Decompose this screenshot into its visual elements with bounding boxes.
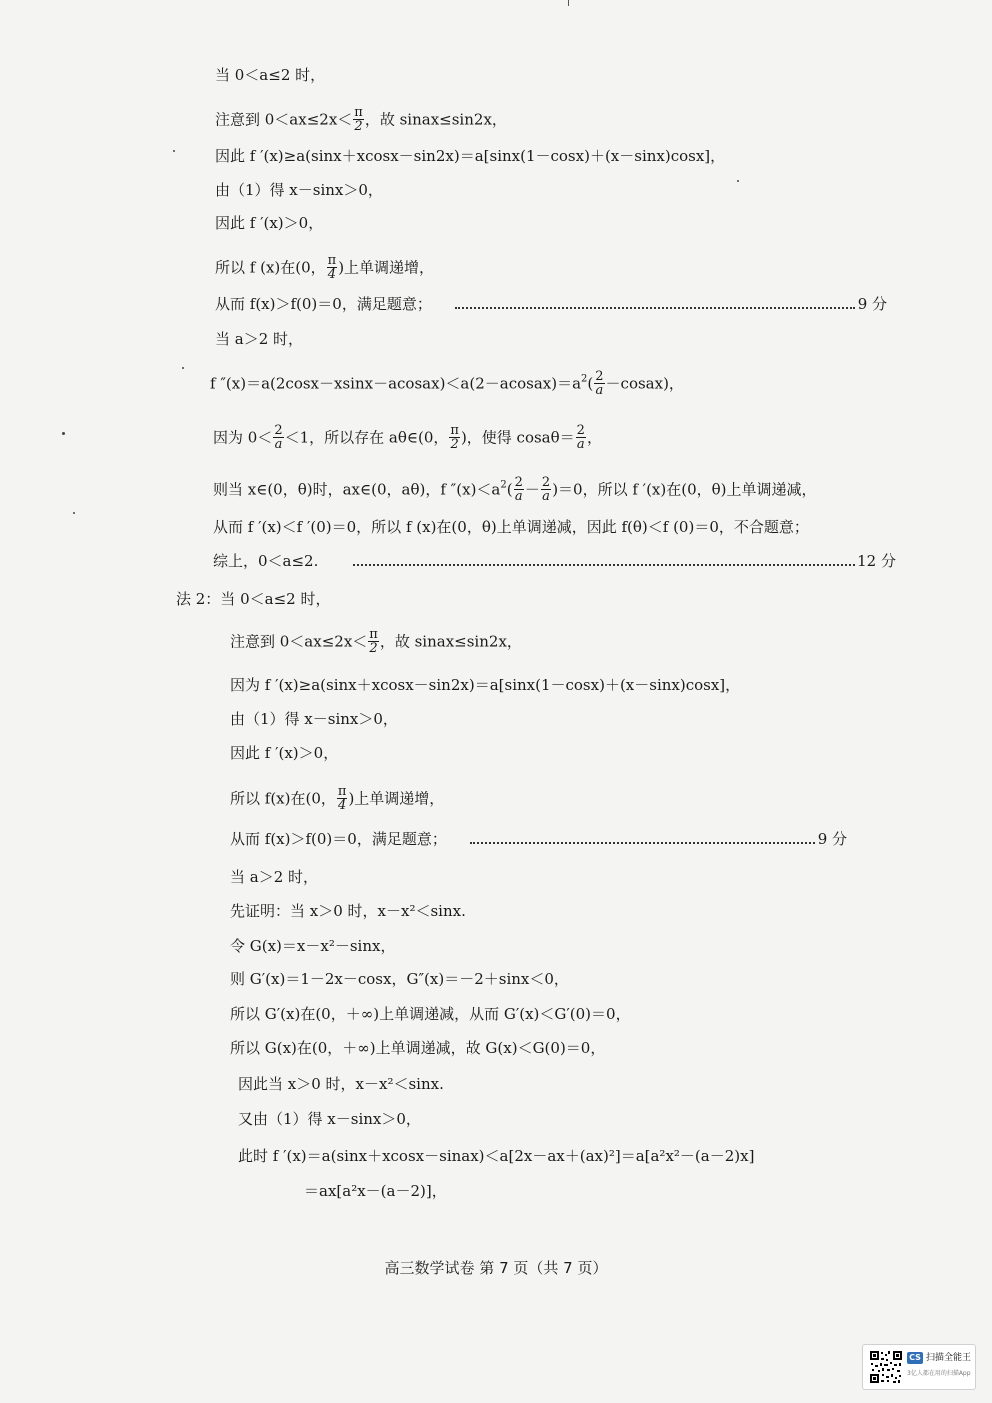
line-text: 综上，0＜a≤2. [213, 552, 319, 570]
solution-line [215, 328, 303, 349]
line-text: 则当 x∈(0，θ)时，ax∈(0，aθ)，f ″(x)＜a [213, 480, 501, 499]
line-text: －cosax)， [605, 374, 684, 393]
fraction-denominator: a [542, 489, 550, 504]
solution-line [213, 476, 817, 503]
method-heading [176, 588, 330, 609]
fraction-denominator: 2 [369, 641, 378, 656]
solution-line [230, 866, 318, 887]
line-text: 因此 f ′(x)≥a(sinx＋xcosx－sin2x)＝a[sinx(1－cosx)＋(x－sinx)cosx]， [215, 147, 726, 165]
line-text: f ″(x)＝a(2cosx－xsinx－acosax)＜a(2－acosax)＝a [210, 374, 582, 393]
line-text: 由（1）得 x－sinx＞0， [215, 181, 383, 199]
page-footer: 高三数学试卷 第 7 页（共 7 页） [384, 1259, 608, 1277]
fraction [449, 424, 460, 451]
solution-line [230, 935, 395, 956]
fraction-numerator: 2 [514, 475, 523, 490]
line-text: 当 a＞2 时， [230, 868, 319, 886]
solution-line [230, 674, 740, 695]
line-text: 先证明：当 x＞0 时，x－x²＜sinx. [230, 902, 466, 920]
fraction-denominator: a [595, 383, 604, 398]
exponent: 2 [581, 373, 588, 385]
fraction-numerator: π [354, 105, 363, 120]
page-mark [568, 0, 569, 6]
solution-line [304, 1180, 447, 1201]
line-text: 所以 f (x)在(0， [215, 258, 326, 277]
solution-line [230, 628, 522, 655]
line-text: ＝ax[a²x－(a－2)]， [304, 1182, 447, 1200]
fraction-denominator: 2 [450, 437, 459, 452]
cs-logo: CS [907, 1352, 923, 1364]
score-label: 9 分 [817, 830, 847, 848]
solution-line [215, 145, 725, 166]
line-text: ，故 sinax≤sin2x， [379, 632, 522, 651]
line-text: 则 G′(x)＝1－2x－cosx，G″(x)＝－2＋sinx＜0， [230, 970, 569, 988]
solution-line [238, 1145, 754, 1166]
line-text: ，故 sinax≤sin2x， [364, 110, 507, 129]
fraction-numerator: π [450, 423, 459, 438]
fraction-denominator: 4 [338, 798, 347, 813]
line-text: 因为 0＜ [213, 428, 273, 447]
solution-line [230, 742, 338, 763]
line-text: 从而 f(x)＞f(0)＝0，满足题意； [215, 295, 432, 313]
solution-line [213, 424, 602, 451]
line-text: )上单调递增， [348, 789, 445, 808]
solution-line [230, 785, 444, 812]
fraction-denominator: a [514, 489, 523, 504]
fraction [541, 476, 551, 503]
fraction-numerator: 2 [576, 423, 585, 438]
solution-line [215, 106, 507, 133]
score-line [213, 551, 896, 571]
solution-line [238, 1108, 421, 1129]
line-text: 所以 G(x)在(0，＋∞)上单调递减，故 G(x)＜G(0)＝0， [230, 1039, 606, 1057]
line-text: 所以 f(x)在(0， [230, 789, 336, 808]
solution-line [230, 708, 398, 729]
leader-dots [353, 562, 855, 566]
line-text: 从而 f(x)＞f(0)＝0，满足题意； [230, 830, 447, 848]
line-text: 注意到 0＜ax≤2x＜ [215, 110, 353, 129]
line-text: 因为 f ′(x)≥a(sinx＋xcosx－sin2x)＝a[sinx(1－cosx)＋(x－sinx)cosx]， [230, 676, 741, 694]
line-text: 从而 f ′(x)＜f ′(0)＝0，所以 f (x)在(0，θ)上单调递减，因此 f(θ)＜f (0)＝0，不合题意； [213, 518, 809, 536]
solution-line [210, 370, 684, 397]
leader-dots [470, 840, 815, 844]
fraction-numerator: π [337, 784, 347, 799]
fraction [327, 254, 338, 281]
solution-line [238, 1073, 444, 1094]
fraction-denominator: 4 [327, 267, 337, 282]
fraction [337, 785, 348, 812]
line-text: )＝0，所以 f ′(x)在(0，θ)上单调递减， [552, 480, 817, 499]
score-line [230, 829, 847, 849]
line-text: )上单调递增， [338, 258, 435, 277]
fraction-denominator: a [576, 437, 585, 452]
score-line [215, 294, 887, 314]
solution-line [230, 968, 569, 989]
line-text: 由（1）得 x－sinx＞0， [230, 710, 398, 728]
fraction-denominator: 2 [354, 119, 363, 134]
line-text: 注意到 0＜ax≤2x＜ [230, 632, 368, 651]
scan-speck [73, 512, 75, 514]
fraction [514, 476, 524, 503]
line-text: 因此当 x＞0 时，x－x²＜sinx. [238, 1075, 444, 1093]
scan-speck [62, 432, 65, 435]
line-text: )，使得 cosaθ＝ [460, 428, 575, 447]
app-tagline: 3亿人都在用的扫描App [907, 1370, 971, 1377]
line-text: － [524, 480, 540, 499]
leader-dots [455, 305, 855, 309]
scan-speck [173, 150, 175, 152]
line-text: 当 0＜a≤2 时， [215, 66, 326, 84]
solution-line [230, 1037, 605, 1058]
fraction [594, 370, 604, 397]
line-text: 所以 G′(x)在(0，＋∞)上单调递减，从而 G′(x)＜G′(0)＝0， [230, 1005, 631, 1023]
solution-line [215, 212, 323, 233]
solution-line [215, 254, 434, 281]
line-text: 令 G(x)＝x－x²－sinx， [230, 937, 396, 955]
fraction-numerator: π [327, 253, 337, 268]
fraction-numerator: 2 [541, 475, 551, 490]
line-text: 此时 f ′(x)＝a(sinx＋xcosx－sinax)＜a[2x－ax＋(ax)²]＝a[a²x²－(a－2)x] [238, 1147, 755, 1165]
fraction-numerator: 2 [274, 423, 283, 438]
score-label: 12 分 [857, 552, 896, 570]
exponent: 2 [500, 479, 507, 491]
solution-line [230, 1003, 631, 1024]
line-text: ( [506, 480, 513, 499]
scan-speck [182, 367, 184, 369]
scanner-watermark [862, 1344, 976, 1390]
line-text: ＜1，所以存在 aθ∈(0， [284, 428, 449, 447]
line-text: 因此 f ′(x)＞0， [230, 744, 339, 762]
solution-line [213, 516, 809, 537]
app-name: 扫描全能王 [926, 1353, 972, 1363]
fraction [576, 424, 586, 451]
line-text: 当 a＞2 时， [215, 330, 304, 348]
solution-line [215, 64, 325, 85]
fraction [368, 628, 379, 655]
fraction-denominator: a [274, 437, 283, 452]
line-text: 又由（1）得 x－sinx＞0， [238, 1110, 421, 1128]
fraction [273, 424, 283, 451]
fraction-numerator: π [369, 627, 378, 642]
line-text: 因此 f ′(x)＞0， [215, 214, 324, 232]
qr-code-icon [869, 1350, 903, 1384]
line-text: ( [587, 374, 594, 393]
fraction [353, 106, 364, 133]
scan-speck [737, 180, 739, 182]
score-label: 9 分 [857, 295, 887, 313]
solution-line [215, 179, 383, 200]
solution-line [230, 900, 466, 921]
fraction-numerator: 2 [595, 369, 604, 384]
line-text: ， [586, 428, 602, 447]
line-text: 法 2：当 0＜a≤2 时， [176, 590, 331, 608]
